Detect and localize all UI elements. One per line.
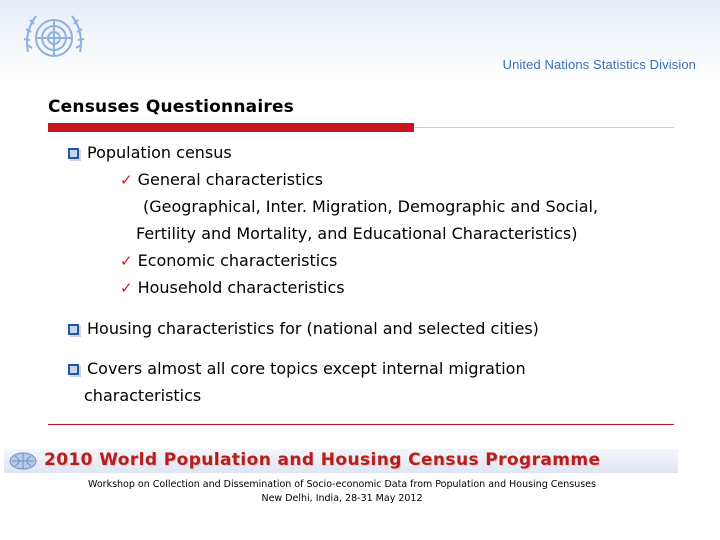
globe-icon [8, 451, 38, 471]
title-underline-gray [414, 127, 674, 128]
checkmark-icon: ✓ [120, 171, 133, 189]
banner-title: 2010 World Population and Housing Census Programme [44, 450, 601, 470]
slide-title: Censuses Questionnaires [48, 97, 294, 117]
square-bullet-icon [68, 324, 79, 335]
bullet-housing [68, 319, 539, 339]
title-underline [48, 123, 674, 133]
census-programme-banner [4, 449, 678, 473]
bullet-text: Household characteristics [137, 278, 345, 297]
sub-bullet-household [120, 278, 345, 298]
footer-workshop: Workshop on Collection and Dissemination of Socio-economic Data from Population and Housing Censuses [88, 479, 596, 490]
footer-location-date: New Delhi, India, 28-31 May 2012 [261, 493, 423, 504]
title-underline-red [48, 123, 414, 132]
bullet-text: characteristics [84, 386, 202, 405]
bullet-text: Housing characteristics for (national and selected cities) [87, 319, 539, 338]
sub-bullet-continuation [143, 197, 598, 217]
bullet-coverage [68, 359, 526, 379]
sub-bullet-continuation [136, 224, 577, 244]
bullet-text: General characteristics [137, 170, 323, 189]
header-bar [0, 0, 720, 80]
bullet-text: Fertility and Mortality, and Educational Characteristics) [136, 224, 578, 243]
un-emblem-icon [20, 8, 88, 68]
square-bullet-icon [68, 364, 79, 375]
checkmark-icon: ✓ [120, 279, 133, 297]
footer-divider [48, 424, 674, 425]
bullet-text: Economic characteristics [137, 251, 338, 270]
square-bullet-icon [68, 148, 79, 159]
bullet-text: Covers almost all core topics except internal migration [87, 359, 526, 378]
bullet-text: (Geographical, Inter. Migration, Demographic and Social, [143, 197, 599, 216]
sub-bullet-general [120, 170, 323, 190]
bullet-population-census [68, 143, 232, 163]
bullet-text: Population census [87, 143, 232, 162]
org-name: United Nations Statistics Division [502, 57, 696, 72]
sub-bullet-economic [120, 251, 337, 271]
bullet-continuation [84, 386, 201, 406]
checkmark-icon: ✓ [120, 252, 133, 270]
